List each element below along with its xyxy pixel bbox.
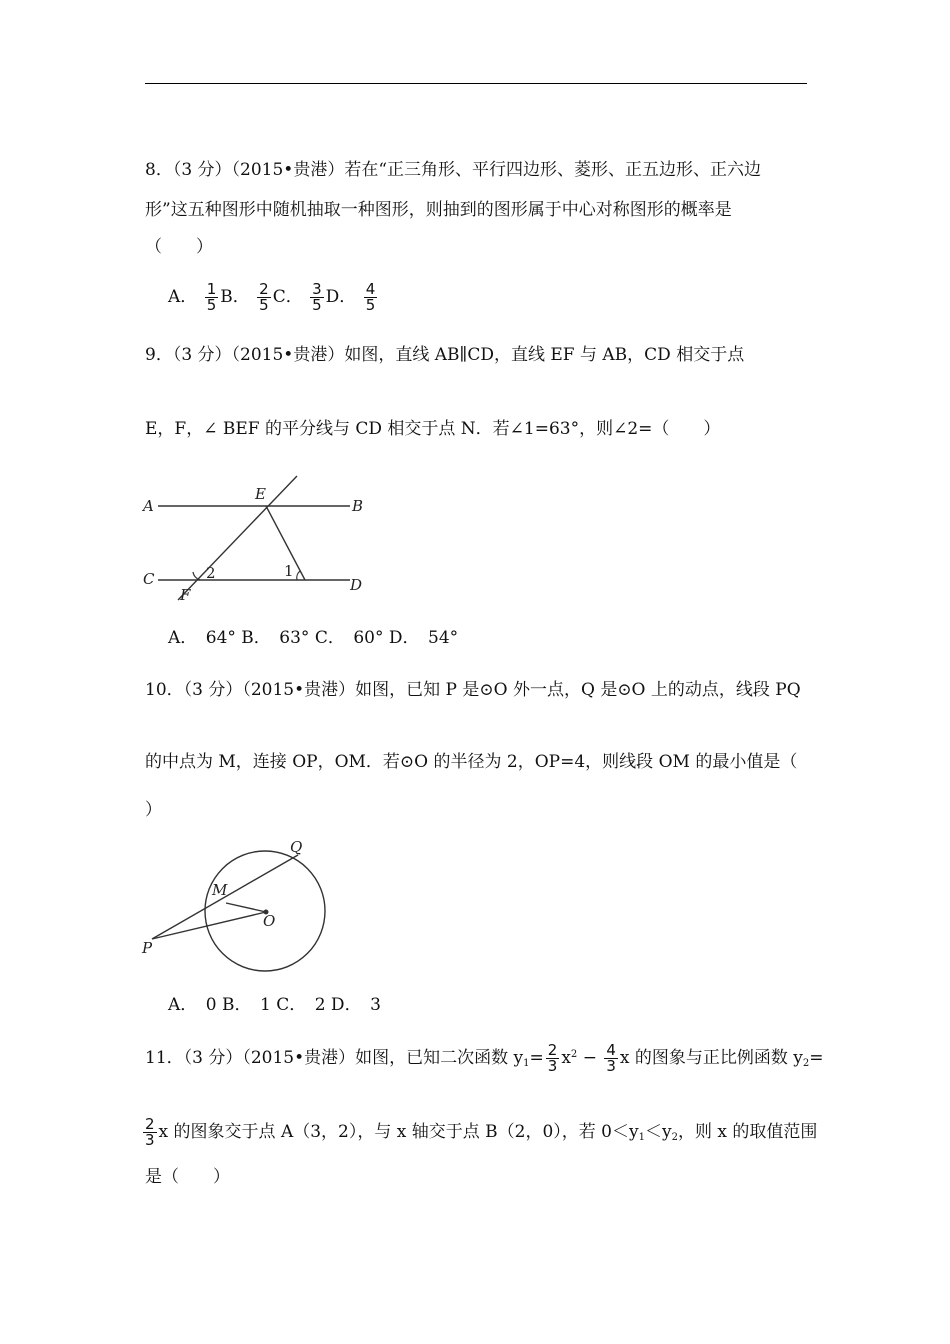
var-x: x: [561, 1048, 571, 1068]
frac-num: 4: [606, 1041, 616, 1059]
frac-den: 3: [145, 1131, 155, 1149]
q8-opt-d: D．: [325, 287, 357, 307]
q11-l2-c: ，则 x 的取值范围: [677, 1122, 818, 1142]
angle-1-arc: [297, 571, 300, 580]
frac-den: 3: [547, 1057, 558, 1075]
q9-line2: E，F，∠ BEF 的平分线与 CD 相交于点 N．若∠1=63°，则∠2=（ ）: [145, 419, 721, 439]
sub-2: 2: [671, 1132, 678, 1143]
line-ef: [178, 476, 297, 600]
q10-options: A． 0 B． 1 C． 2 D． 3: [168, 995, 381, 1015]
q8-opt-a: A．: [168, 287, 198, 307]
q8-frac-b: [257, 282, 271, 313]
q10-line3: ）: [145, 800, 162, 820]
label-d: D: [350, 576, 363, 594]
q11-frac-1: [546, 1043, 560, 1074]
label-c: C: [143, 570, 155, 588]
label-o: O: [263, 912, 276, 930]
eq-sign: =: [529, 1048, 544, 1068]
label-b: B: [352, 497, 364, 515]
frac-den: 5: [259, 296, 269, 314]
q9-line1: 9．（3 分）（2015•贵港）如图，直线 AB∥CD，直线 EF 与 AB，CD 相交于点: [145, 345, 745, 365]
minus-sign: −: [577, 1048, 603, 1068]
q8-line2: 形”这五种图形中随机抽取一种图形，则抽到的图形属于中心对称图形的概率是: [145, 200, 732, 220]
frac-den: 5: [365, 296, 376, 314]
segment-op: [152, 912, 266, 939]
frac-num: 2: [259, 280, 269, 298]
q11-l2-a: x 的图象交于点 A（3，2），与 x 轴交于点 B（2，0），若 0＜y: [158, 1122, 639, 1142]
frac-num: 1: [206, 280, 217, 298]
q11-l1-post: x 的图象与正比例函数 y: [619, 1048, 803, 1068]
frac-den: 3: [606, 1057, 616, 1075]
q8-frac-d: [364, 282, 378, 313]
q8-line1: 8．（3 分）（2015•贵港）若在“正三角形、平行四边形、菱形、正五边形、正六边: [145, 160, 762, 180]
q8-opt-c: C．: [272, 287, 303, 307]
segment-om: [226, 903, 266, 912]
q11-line1: [145, 1043, 824, 1074]
sub-2: 2: [802, 1058, 810, 1069]
q10-line1: 10．（3 分）（2015•贵港）如图，已知 P 是⊙O 外一点，Q 是⊙O 上的动点，线段 PQ: [145, 680, 801, 700]
q9-options: A． 64° B． 63° C． 60° D． 54°: [168, 628, 459, 648]
q8-line3: （ ）: [145, 237, 213, 257]
label-2: 2: [206, 564, 216, 582]
label-p: P: [142, 939, 153, 957]
q10-figure: [140, 835, 340, 980]
q8-frac-c: [310, 282, 324, 313]
frac-den: 5: [206, 296, 217, 314]
q11-l1-pre: 11．（3 分）（2015•贵港）如图，已知二次函数 y: [145, 1048, 524, 1068]
sub-1: 1: [638, 1132, 645, 1143]
sup-2: 2: [570, 1049, 578, 1060]
q8-opt-b: B．: [220, 287, 250, 307]
frac-num: 2: [145, 1115, 155, 1133]
label-e: E: [255, 485, 266, 503]
q11-line2: [141, 1117, 817, 1148]
q10-line2: 的中点为 M，连接 OP，OM．若⊙O 的半径为 2，OP=4，则线段 OM 的最小值是（: [145, 752, 798, 772]
q11-frac-2: [604, 1043, 618, 1074]
label-q: Q: [290, 838, 303, 856]
frac-num: 2: [547, 1041, 558, 1059]
label-f: F: [180, 586, 191, 604]
eq-sign: =: [809, 1048, 824, 1068]
q11-l2-b: ＜y: [644, 1122, 672, 1142]
header-rule: [145, 83, 807, 84]
label-a: A: [143, 497, 154, 515]
q11-line3: 是（ ）: [145, 1167, 230, 1187]
q8-frac-a: [205, 282, 219, 313]
label-1: 1: [284, 562, 294, 580]
q8-options: [168, 282, 379, 313]
frac-num: 3: [312, 280, 322, 298]
frac-num: 4: [365, 280, 376, 298]
sub-1: 1: [523, 1058, 530, 1069]
q9-figure: [140, 470, 380, 610]
q11-frac-3: [143, 1117, 157, 1148]
label-m: M: [212, 881, 228, 899]
frac-den: 5: [312, 296, 322, 314]
